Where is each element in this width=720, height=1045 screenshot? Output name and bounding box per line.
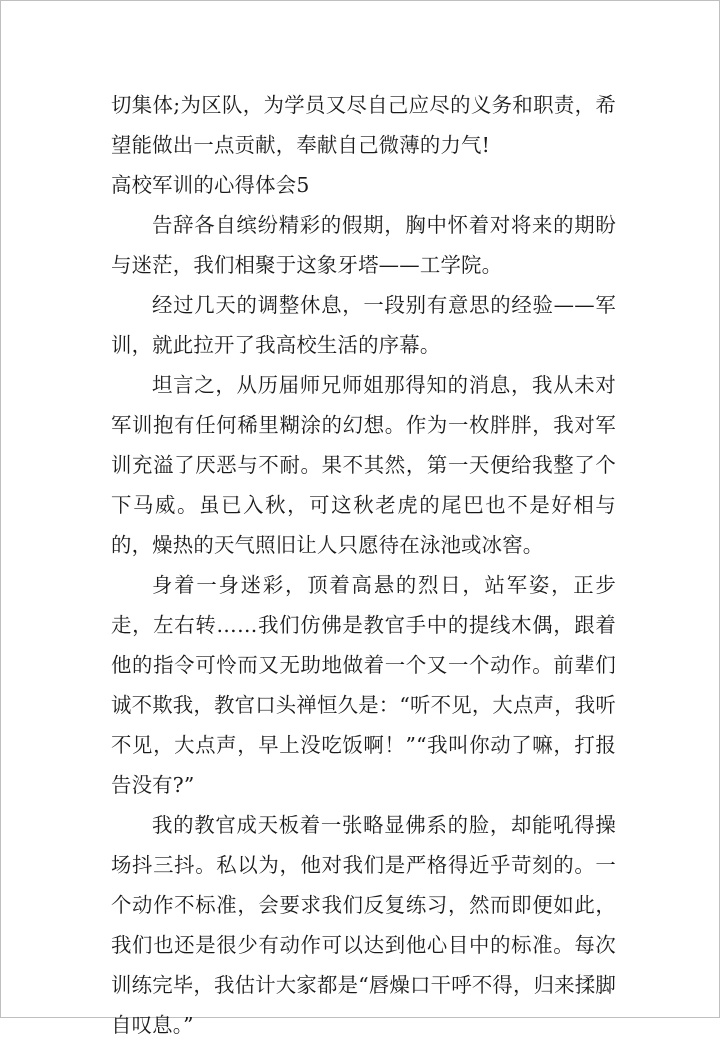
body-paragraph-4: 身着一身迷彩，顶着高悬的烈日，站军姿，正步走，左右转……我们仿佛是教官手中的提线木偶，跟着他的指令可怜而又无助地做着一个又一个动作。前辈们诚不欺我，教官口头禅恒久是：“听不见，大点声，我听不见，大点声，早上没吃饭啊！”“我叫你动了嘛，打报告没有?”: [111, 573, 616, 797]
section-title: 高校军训的心得体会5: [111, 173, 310, 197]
document-body: [111, 85, 616, 1045]
body-paragraph-2: 经过几天的调整休息，一段别有意思的经验——军训，就此拉开了我高校生活的序幕。: [111, 293, 616, 357]
intro-paragraph: 切集体;为区队，为学员又尽自己应尽的义务和职责，希望能做出一点贡献，奉献自己微薄的力气!: [111, 93, 616, 157]
body-paragraph-1: 告辞各自缤纷精彩的假期，胸中怀着对将来的期盼与迷茫，我们相聚于这象牙塔——工学院。: [111, 213, 616, 277]
body-paragraph-5: 我的教官成天板着一张略显佛系的脸，却能吼得操场抖三抖。私以为，他对我们是严格得近乎苛刻的。一个动作不标准，会要求我们反复练习，然而即便如此，我们也还是很少有动作可以达到他心目中的标准。每次训练完毕，我估计大家都是“唇燥口干呼不得，归来揉脚自叹息。”: [111, 813, 616, 1037]
body-paragraph-3: 坦言之，从历届师兄师姐那得知的消息，我从未对军训抱有任何稀里糊涂的幻想。作为一枚胖胖，我对军训充溢了厌恶与不耐。果不其然，第一天便给我整了个下马威。虽已入秋，可这秋老虎的尾巴也不是好相与的，燥热的天气照旧让人只愿待在泳池或冰窖。: [111, 373, 616, 557]
